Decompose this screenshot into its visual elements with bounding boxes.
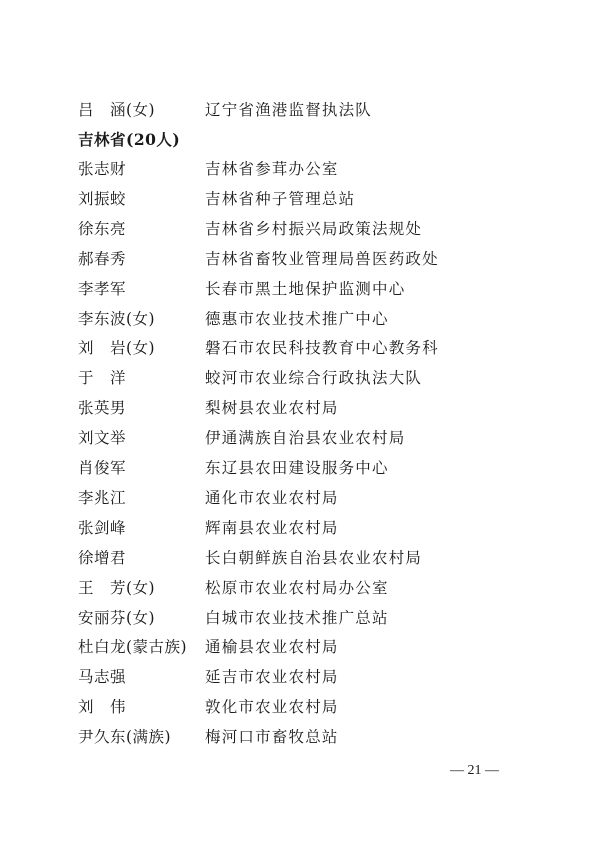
organization-name: 长春市黑土地保护监测中心 [205, 279, 406, 298]
list-item [0, 664, 600, 690]
list-item [0, 455, 600, 481]
person-name: 肖俊军 [78, 459, 127, 477]
person-name: 刘文举 [78, 429, 127, 448]
person-name: 李兆江 [78, 488, 127, 507]
person-name: 李东波(女) [78, 309, 156, 328]
list-item [0, 186, 600, 212]
section-heading: 吉林省(20人) [78, 130, 181, 149]
list-item [0, 246, 600, 272]
organization-name: 长白朝鲜族自治县农业农村局 [205, 548, 423, 567]
list-item [0, 365, 600, 391]
person-name: 王 芳(女) [78, 578, 156, 597]
organization-name: 东辽县农田建设服务中心 [205, 459, 389, 477]
organization-name: 吉林省种子管理总站 [205, 189, 356, 208]
list-item [0, 605, 600, 631]
organization-name: 梨树县农业农村局 [205, 399, 339, 418]
person-name: 徐东亮 [78, 219, 127, 238]
organization-name: 德惠市农业技术推广中心 [205, 309, 389, 328]
list-item [0, 545, 600, 571]
person-name: 杜白龙(蒙古族) [78, 638, 188, 657]
organization-name: 蛟河市农业综合行政执法大队 [205, 369, 423, 388]
person-name: 尹久东(满族) [78, 728, 172, 747]
person-name: 张剑峰 [78, 518, 127, 537]
list-item [0, 156, 600, 182]
list-item [0, 306, 600, 332]
organization-name: 通化市农业农村局 [205, 488, 339, 507]
list-item [0, 575, 600, 601]
list-item [0, 216, 600, 242]
person-name: 李孝军 [78, 279, 127, 298]
list-item [0, 485, 600, 511]
organization-name: 敦化市农业农村局 [205, 698, 339, 717]
list-item [0, 724, 600, 750]
organization-name: 通榆县农业农村局 [205, 638, 339, 657]
organization-name: 松原市农业农村局办公室 [205, 578, 389, 597]
list-item [0, 395, 600, 421]
person-name: 刘振蛟 [78, 189, 127, 208]
list-item [0, 335, 600, 361]
list-item [0, 515, 600, 541]
person-name: 张英男 [78, 399, 127, 418]
person-name: 张志财 [78, 160, 127, 178]
person-name: 刘 岩(女) [78, 339, 156, 358]
organization-name: 白城市农业技术推广总站 [205, 608, 389, 627]
organization-name: 辉南县农业农村局 [205, 518, 339, 537]
person-name: 郝春秀 [78, 249, 127, 268]
organization-name: 磐石市农民科技教育中心教务科 [205, 339, 439, 358]
list-item [0, 425, 600, 451]
list-item [0, 276, 600, 302]
list-item [0, 634, 600, 660]
organization-name: 伊通满族自治县农业农村局 [205, 429, 406, 448]
person-name: 马志强 [78, 668, 127, 687]
person-name: 安丽芬(女) [78, 608, 156, 627]
organization-name: 吉林省畜牧业管理局兽医药政处 [205, 249, 439, 268]
person-name: 于 洋 [78, 369, 127, 388]
organization-name: 吉林省参茸办公室 [205, 160, 339, 178]
organization-name: 吉林省乡村振兴局政策法规处 [205, 219, 423, 238]
list-item [0, 694, 600, 720]
list-item [0, 97, 600, 123]
organization-name: 辽宁省渔港监督执法队 [205, 101, 373, 119]
person-name: 刘 伟 [78, 698, 127, 717]
organization-name: 梅河口市畜牧总站 [205, 728, 339, 747]
page-number: — 21 — [450, 763, 499, 778]
organization-name: 延吉市农业农村局 [205, 668, 339, 687]
person-name: 徐增君 [78, 548, 127, 567]
person-name: 吕 涵(女) [78, 101, 156, 119]
